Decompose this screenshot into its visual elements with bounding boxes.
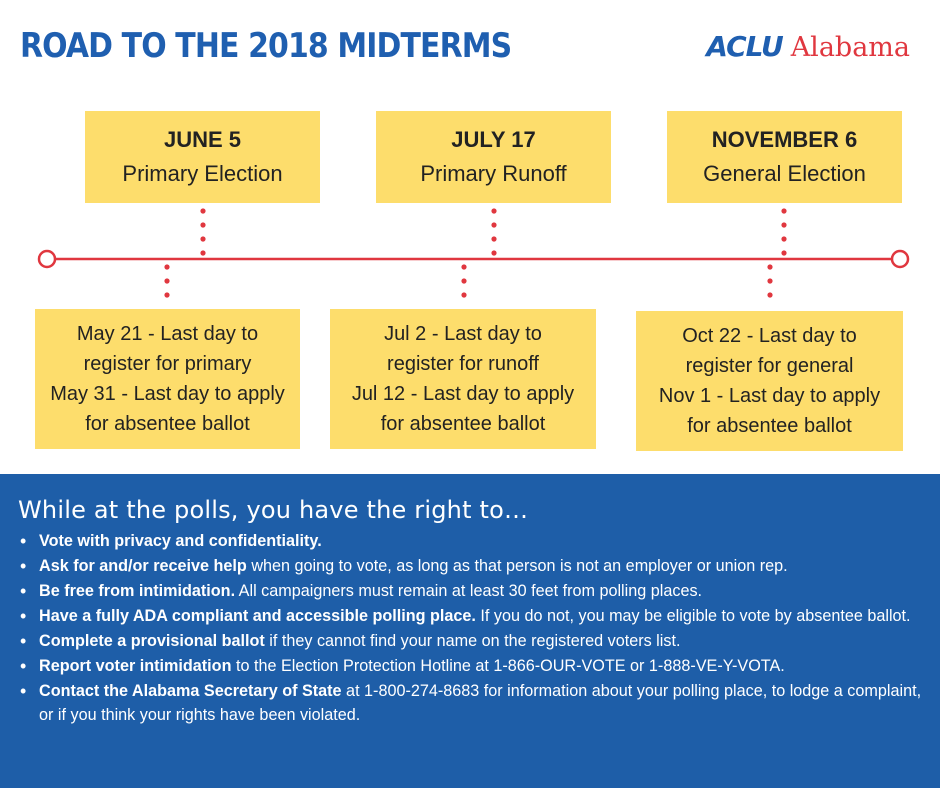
deadline-line: for absentee ballot <box>85 413 250 435</box>
deadline-card-runoff <box>330 309 596 449</box>
page-title: ROAD TO THE 2018 MIDTERMS <box>20 26 512 66</box>
rights-item-bold: Be free from intimidation. <box>39 582 236 600</box>
rights-item-text: If you do not, you may be eligible to vote by absentee ballot. <box>475 607 911 625</box>
rights-item <box>18 605 923 629</box>
rights-item-bold: Ask for and/or receive help <box>39 557 247 575</box>
timeline-connector-dots <box>164 208 786 297</box>
logo-state: Alabama <box>790 32 910 63</box>
deadline-line: register for primary <box>83 353 252 375</box>
deadline-line: register for general <box>685 355 854 377</box>
deadline-line: Nov 1 - Last day to apply <box>658 385 881 407</box>
rights-item <box>18 655 923 679</box>
deadline-line: Jul 2 - Last day to <box>384 323 542 345</box>
event-date: JULY 17 <box>451 127 536 152</box>
rights-item-text: when going to vote, as long as that person is not an employer or union rep. <box>246 557 788 575</box>
event-card-runoff <box>376 111 611 203</box>
event-card-general <box>667 111 902 203</box>
rights-item <box>18 630 923 654</box>
deadline-line: Oct 22 - Last day to <box>682 325 857 347</box>
rights-item <box>18 680 923 727</box>
deadline-line: Jul 12 - Last day to apply <box>351 383 575 405</box>
rights-item-bold: Contact the Alabama Secretary of State <box>39 682 342 700</box>
event-date: NOVEMBER 6 <box>711 127 858 152</box>
deadline-line: May 21 - Last day to <box>76 323 259 345</box>
deadline-line: May 31 - Last day to apply <box>50 383 285 405</box>
rights-item-bold: Complete a provisional ballot <box>39 632 265 650</box>
event-name: General Election <box>703 161 866 186</box>
rights-item-text: at 1-800-274-8683 for information about your polling place, to lodge a complaint, or if you think your rights have been violated. <box>39 682 922 724</box>
timeline-end-node <box>892 251 908 267</box>
event-name: Primary Election <box>122 161 283 186</box>
rights-item-bold: Vote with privacy and confidentiality. <box>39 532 322 550</box>
rights-item-text: All campaigners must remain at least 30 feet from polling places. <box>235 582 703 600</box>
event-name: Primary Runoff <box>420 161 567 186</box>
deadline-line: for absentee ballot <box>687 415 852 437</box>
deadline-card-general <box>636 311 903 451</box>
rights-item <box>18 530 923 554</box>
rights-list <box>18 530 923 729</box>
rights-item <box>18 555 923 579</box>
rights-heading: While at the polls, you have the right to… <box>18 496 529 524</box>
event-card-primary <box>85 111 320 203</box>
rights-item <box>18 580 923 604</box>
deadline-line: register for runoff <box>387 353 539 375</box>
deadline-line: for absentee ballot <box>380 413 546 435</box>
rights-item-bold: Report voter intimidation <box>39 657 232 675</box>
timeline-start-node <box>39 251 55 267</box>
rights-item-bold: Have a fully ADA compliant and accessible polling place. <box>39 607 476 625</box>
event-date: JUNE 5 <box>163 127 242 152</box>
rights-item-text: if they cannot find your name on the registered voters list. <box>264 632 681 650</box>
voter-rights-panel <box>0 474 940 788</box>
deadline-card-primary <box>35 309 300 449</box>
rights-item-text: to the Election Protection Hotline at 1-866-OUR-VOTE or 1-888-VE-Y-VOTA. <box>231 657 785 675</box>
logo-mark: ACLU <box>706 30 783 63</box>
